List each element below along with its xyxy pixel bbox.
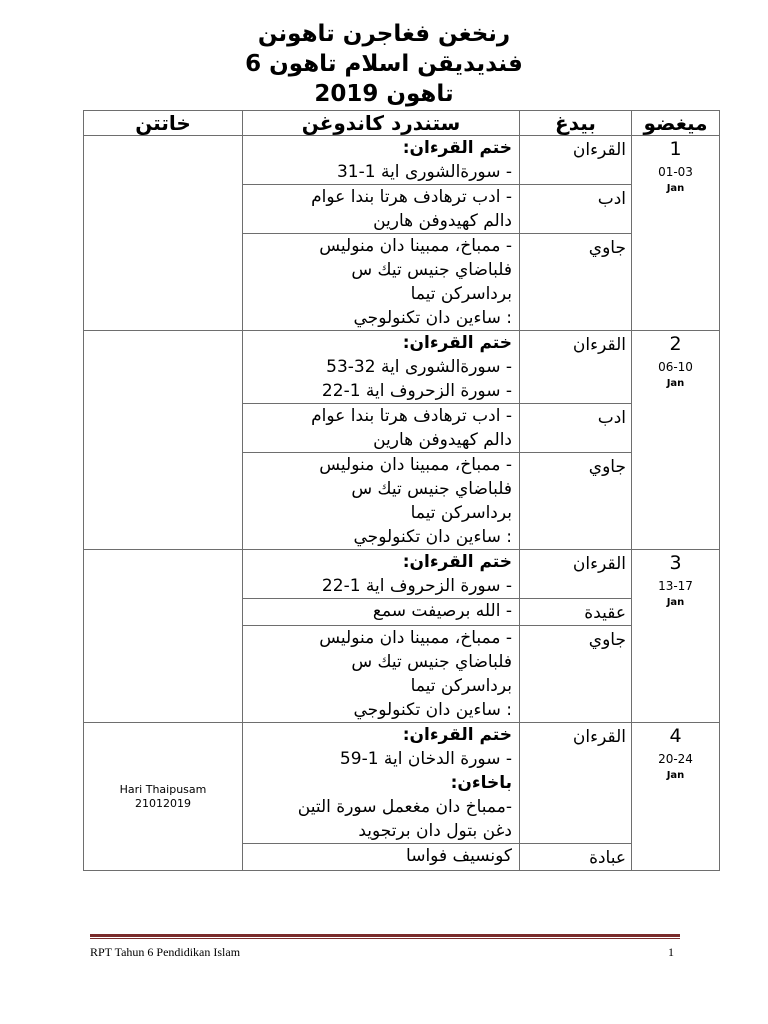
standard-line: برداسركن تيما — [410, 284, 512, 304]
week-number: 1 — [669, 138, 682, 160]
field-cell: القرءان — [520, 331, 632, 404]
header-week: ميغضو — [632, 111, 720, 136]
standard-cell — [243, 453, 520, 550]
table-row — [84, 723, 720, 844]
standard-line: - الله برصيفت سمع — [372, 601, 512, 621]
standard-line: - ممباخ، ممبينا دان منوليس — [319, 236, 512, 256]
standard-line: : ساءين دان تكنولوجي — [353, 308, 512, 328]
standard-line: دالم كهيدوفن هارين — [373, 211, 512, 231]
week-month: Jan — [666, 183, 685, 194]
field-cell: جاوي — [520, 626, 632, 723]
table-row — [84, 331, 720, 404]
standard-cell — [243, 404, 520, 453]
table-row — [84, 136, 720, 185]
standard-cell — [243, 844, 520, 871]
table-body — [84, 136, 720, 871]
week-number: 4 — [669, 725, 682, 747]
field-cell: القرءان — [520, 136, 632, 185]
week-cell — [632, 550, 720, 723]
standard-line: - ممباخ، ممبينا دان منوليس — [319, 628, 512, 648]
standard-line: -ممباخ دان مغعمل سورة التين — [297, 797, 512, 817]
notes-cell — [84, 331, 243, 550]
header-standard: ستندرد كاندوغن — [243, 111, 520, 136]
week-month: Jan — [666, 378, 685, 389]
standard-line: ختم القرءان: — [402, 552, 512, 572]
standard-cell — [243, 136, 520, 185]
field-cell: جاوي — [520, 234, 632, 331]
week-dates: 20-24 — [658, 752, 693, 766]
field-cell: عبادة — [520, 844, 632, 871]
doc-title-line2: فنديديقن اسلام تاهون 6 — [245, 51, 523, 77]
week-dates: 01-03 — [658, 165, 693, 179]
standard-line: دغن بتول دان برتجويد — [358, 821, 512, 841]
week-number: 2 — [669, 333, 682, 355]
standard-line: - ممباخ، ممبينا دان منوليس — [319, 455, 512, 475]
standard-cell — [243, 626, 520, 723]
doc-title-line3: تاهون 2019 — [314, 81, 454, 107]
week-cell — [632, 723, 720, 871]
standard-line: - سورة الزحروف اية 1-22 — [321, 576, 512, 596]
footer-page-number: 1 — [668, 945, 674, 959]
standard-line: - سورةالشورى اية 32-53 — [326, 357, 512, 377]
header-field: بيدغ — [520, 111, 632, 136]
table-header-row — [84, 111, 720, 136]
field-cell: القرءان — [520, 550, 632, 599]
standard-line: : ساءين دان تكنولوجي — [353, 527, 512, 547]
week-dates: 13-17 — [658, 579, 693, 593]
standard-line: كونسيف فواسا — [406, 846, 512, 866]
week-month: Jan — [666, 597, 685, 608]
notes-cell — [84, 136, 243, 331]
header-notes: خاتتن — [84, 111, 243, 136]
standard-line: باخاءن: — [450, 773, 512, 793]
standard-line: ختم القرءان: — [402, 725, 512, 745]
standard-line: فلباضاي جنيس تيك س — [351, 652, 512, 672]
standard-cell — [243, 550, 520, 599]
notes-cell: Hari Thaipusam 21012019 — [84, 723, 243, 871]
standard-line: فلباضاي جنيس تيك س — [351, 260, 512, 280]
standard-line: برداسركن تيما — [410, 676, 512, 696]
field-cell: القرءان — [520, 723, 632, 844]
standard-line: - سورةالشورى اية 1-31 — [336, 162, 512, 182]
standard-cell — [243, 599, 520, 626]
standard-line: : ساءين دان تكنولوجي — [353, 700, 512, 720]
standard-line: فلباضاي جنيس تيك س — [351, 479, 512, 499]
footer-doc-name: RPT Tahun 6 Pendidikan Islam — [90, 945, 241, 959]
standard-line: ختم القرءان: — [402, 138, 512, 158]
footer-rule-thin — [90, 938, 680, 939]
standard-cell — [243, 185, 520, 234]
standard-line: دالم كهيدوفن هارين — [373, 430, 512, 450]
standard-cell — [243, 723, 520, 844]
week-cell — [632, 136, 720, 331]
standard-line: - سورة الدخان اية 1-59 — [339, 749, 512, 769]
standard-cell — [243, 234, 520, 331]
doc-title-line1: رنخغن فغاجرن تاهونن — [257, 21, 511, 47]
field-cell: جاوي — [520, 453, 632, 550]
week-month: Jan — [666, 770, 685, 781]
standard-line: ختم القرءان: — [402, 333, 512, 353]
week-number: 3 — [669, 552, 682, 574]
footer-rule-thick — [90, 934, 680, 937]
standard-line: - ادب ترهادف هرتا بندا عوام — [311, 187, 512, 207]
table-row — [84, 550, 720, 599]
notes-cell — [84, 550, 243, 723]
field-cell: عقيدة — [520, 599, 632, 626]
standard-line: برداسركن تيما — [410, 503, 512, 523]
field-cell: ادب — [520, 185, 632, 234]
lesson-plan-table — [83, 110, 720, 871]
standard-line: - سورة الزحروف اية 1-22 — [321, 381, 512, 401]
week-dates: 06-10 — [658, 360, 693, 374]
standard-cell — [243, 331, 520, 404]
field-cell: ادب — [520, 404, 632, 453]
week-cell — [632, 331, 720, 550]
standard-line: - ادب ترهادف هرتا بندا عوام — [311, 406, 512, 426]
